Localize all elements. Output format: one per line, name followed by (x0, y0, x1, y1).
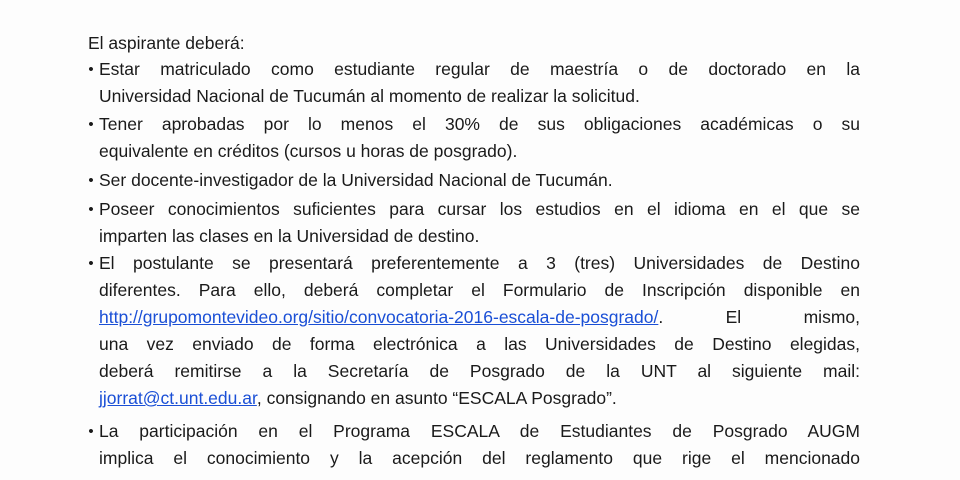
intro-text: El aspirante deberá: (88, 33, 245, 53)
bullet-icon: • (88, 61, 94, 78)
bullet-icon: • (88, 116, 94, 133)
list-item (84, 250, 860, 412)
item-line: deberá remitirse a la Secretaría de Posgrado de la UNT al siguiente mail: (99, 361, 860, 381)
email-link[interactable]: jjorrat@ct.unt.edu.ar (99, 388, 257, 408)
item-line: una vez enviado de forma electrónica a las Universidades de Destino elegidas, (99, 334, 860, 354)
list-item (84, 56, 860, 110)
item-line (99, 385, 860, 412)
item-line: Universidad Nacional de Tucumán al momento de realizar la solicitud. (99, 86, 640, 106)
item-line: implica el conocimiento y la acepción del reglamento que rige el mencionado (99, 448, 860, 468)
list-item (84, 167, 860, 194)
item-line: El postulante se presentará preferentemente a 3 (tres) Universidades de Destino (99, 253, 860, 273)
convocatoria-link[interactable]: http://grupomontevideo.org/sitio/convocatoria-2016-escala-de-posgrado/ (99, 307, 659, 327)
item-line: imparten las clases en la Universidad de destino. (99, 226, 480, 246)
list-item (84, 196, 860, 250)
item-line-tail: , consignando en asunto “ESCALA Posgrado”. (256, 388, 617, 408)
item-line: Tener aprobadas por lo menos el 30% de sus obligaciones académicas o su (99, 114, 860, 134)
item-line: equivalente en créditos (cursos u horas de posgrado). (99, 141, 518, 161)
bullet-icon: • (88, 423, 94, 440)
item-line (99, 304, 860, 331)
list-item (84, 111, 860, 165)
item-line: diferentes. Para ello, deberá completar el Formulario de Inscripción disponible en (99, 280, 860, 300)
item-line: La participación en el Programa ESCALA de Estudiantes de Posgrado AUGM (99, 421, 860, 441)
bullet-icon: • (88, 201, 94, 218)
bullet-icon: • (88, 255, 94, 272)
item-line-tail: . El mismo, (658, 307, 860, 327)
list-item (84, 418, 860, 472)
item-line: Ser docente-investigador de la Universidad Nacional de Tucumán. (99, 170, 613, 190)
bullet-icon: • (88, 172, 94, 189)
item-line: Estar matriculado como estudiante regular de maestría o de doctorado en la (99, 59, 860, 79)
item-line: Poseer conocimientos suficientes para cursar los estudios en el idioma en el que se (99, 199, 860, 219)
